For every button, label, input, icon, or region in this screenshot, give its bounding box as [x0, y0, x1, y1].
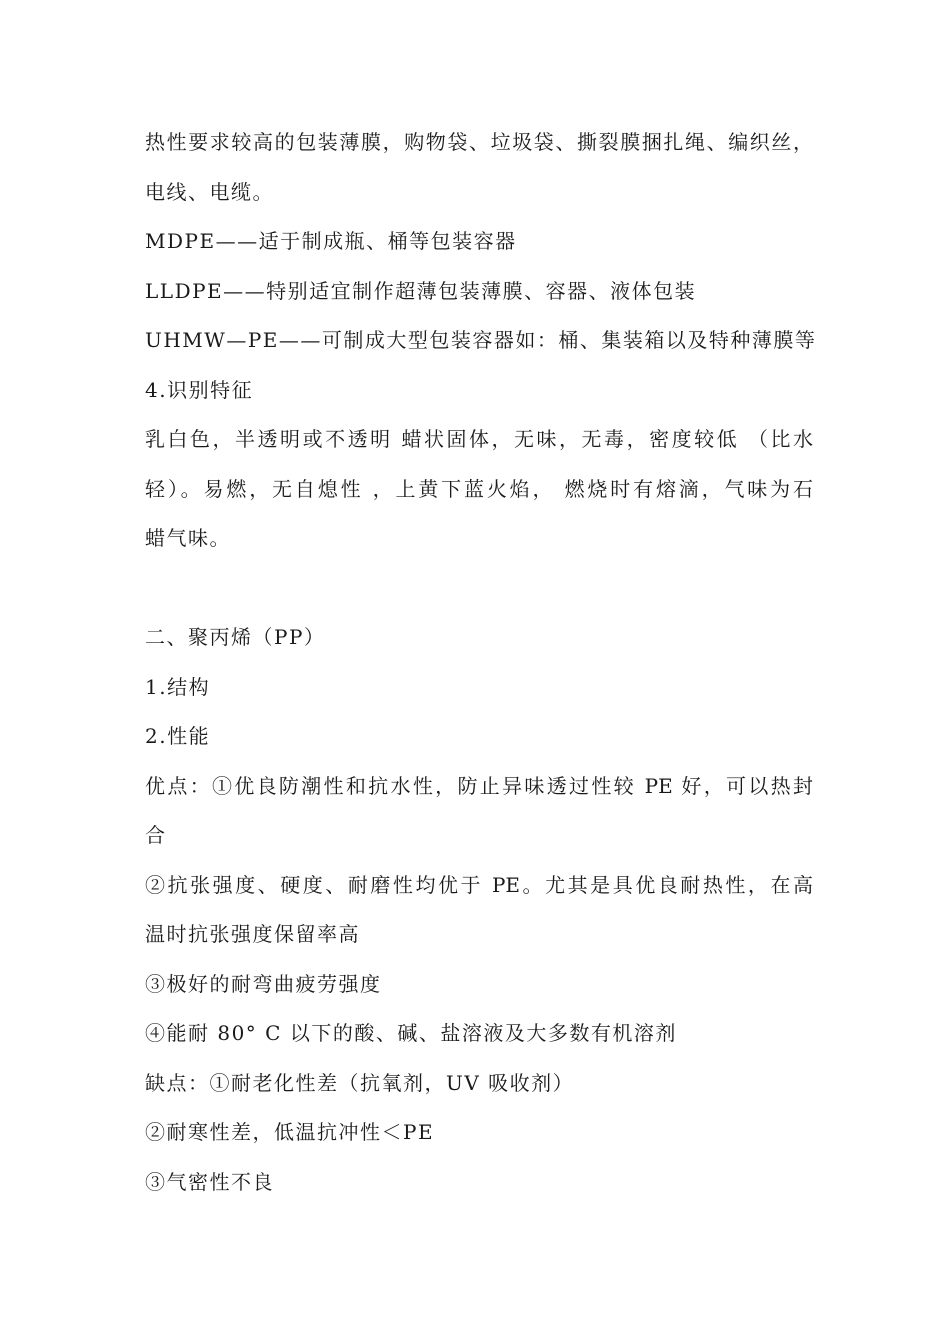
section-heading-identification: 4.识别特征	[145, 377, 254, 402]
document-body	[145, 118, 817, 1207]
text-line-18: ③极好的耐弯曲疲劳强度	[145, 971, 382, 996]
text-line-19: ④能耐 80° C 以下的酸、碱、盐溶液及大多数有机溶剂	[145, 1021, 677, 1045]
subheading-performance: 2.性能	[145, 724, 211, 748]
text-line-20: 缺点：①耐老化性差（抗氧剂，UV 吸收剂）	[145, 1070, 575, 1095]
blank-line	[145, 564, 813, 614]
text-line-3: MDPE——适于制成瓶、桶等包装容器	[145, 229, 517, 253]
text-line-8: 轻）。易燃，无自熄性 ，上黄下蓝火焰， 燃烧时有熔滴，气味为石	[145, 476, 813, 501]
section-heading-pp: 二、聚丙烯（PP）	[145, 625, 326, 649]
text-line-17: 温时抗张强度保留率高	[145, 922, 360, 946]
text-line-16: ②抗张强度、硬度、耐磨性均优于 PE。尤其是具优良耐热性，在高	[145, 872, 813, 897]
text-line-22: ③气密性不良	[145, 1169, 274, 1194]
text-line-7: 乳白色，半透明或不透明 蜡状固体，无味，无毒，密度较低 （比水	[145, 427, 813, 451]
text-line-4: LLDPE——特别适宜制作超薄包装薄膜、容器、液体包装	[145, 278, 697, 303]
text-line-5: UHMW—PE——可制成大型包装容器如：桶、集装箱以及特种薄膜等	[145, 328, 817, 352]
text-line-21: ②耐寒性差，低温抗冲性＜PE	[145, 1120, 435, 1144]
text-line-9: 蜡气味。	[145, 526, 231, 550]
text-line-2: 电线、电缆。	[145, 179, 274, 204]
subheading-structure: 1.结构	[145, 674, 211, 699]
text-line-1: 热性要求较高的包装薄膜，购物袋、垃圾袋、撕裂膜捆扎绳、编织丝，	[145, 130, 813, 154]
text-line-14: 优点：①优良防潮性和抗水性，防止异味透过性较 PE 好，可以热封	[145, 773, 813, 798]
text-line-15: 合	[145, 823, 167, 847]
